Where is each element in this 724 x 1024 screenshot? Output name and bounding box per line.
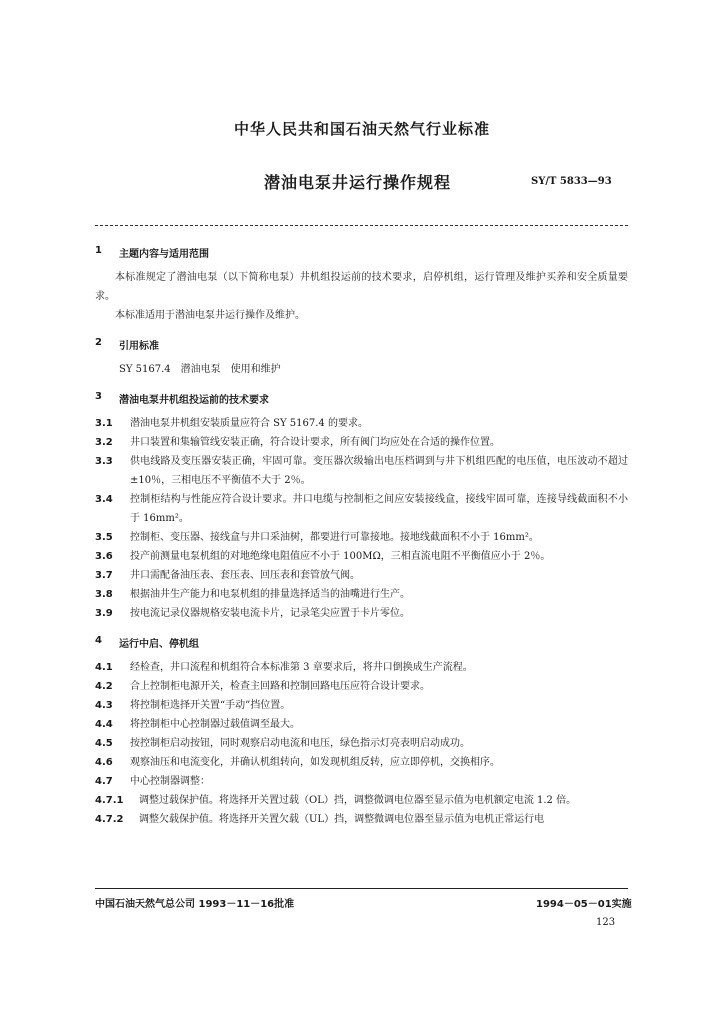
reference-entry: SY 5167.4 潜油电泵 使用和维护	[119, 364, 281, 375]
header-divider	[95, 225, 628, 226]
clause: 3.5 控制柜、变压器、接线盒与井口采油树，都要进行可靠接地。接地线截面积不小于 16mm²。	[95, 532, 539, 543]
clause: 4.2 合上控制柜电源开关，检查主回路和控制回路电压应符合设计要求。	[95, 681, 430, 692]
clause: 4.5 按控制柜启动按钮，同时观察启动电流和电压，绿色指示灯亮表明启动成功。	[95, 738, 470, 749]
issuing-organization: 中华人民共和国石油天然气行业标准	[233, 120, 490, 138]
clause: 4.6 观察油压和电流变化，并确认机组转向，如发现机组反转，应立即停机，交换相序。	[95, 757, 500, 768]
sub-clause: 4.7.2 调整欠载保护值。将选择开关置欠载（UL）挡，调整微调电位器至显示值为电机正常运行电	[95, 814, 545, 825]
implementation-date: 1994－05－01实施	[536, 899, 632, 910]
section-title: 潜油电泵井机组投运前的技术要求	[119, 395, 269, 406]
clause: 3.9 按电流记录仪器规格安装电流卡片，记录笔尖应置于卡片零位。	[95, 608, 410, 619]
clause: 3.4 控制柜结构与性能应符合设计要求。井口电缆与控制柜之间应安装接线盒，接线牢固可靠，连接导线截面积不小于 16mm²。	[95, 494, 628, 524]
clause: 3.6 投产前测量电泵机组的对地绝缘电阻值应不小于 100MΩ，三相直流电阻不平衡值应小于 2％。	[95, 551, 551, 562]
section-title: 运行中启、停机组	[119, 639, 199, 650]
clause: 4.4 将控制柜中心控制器过载值调至最大。	[95, 719, 300, 730]
section-title: 引用标准	[119, 341, 159, 352]
clause: 3.7 井口需配备油压表、套压表、回压表和套管放气阀。	[95, 570, 360, 581]
section-heading	[95, 635, 628, 650]
clause: 3.1 潜油电泵井机组安装质量应符合 SY 5167.4 的要求。	[95, 418, 368, 429]
clause: 3.3 供电线路及变压器安装正确，牢固可靠。变压器次级输出电压档调到与井下机组匹配的电压值，电压波动不超过 ±10％，三相电压不平衡值不大于 2％。	[95, 456, 628, 486]
section-heading	[95, 245, 628, 260]
section-number: 1	[95, 245, 102, 256]
section-title: 主题内容与适用范围	[119, 249, 209, 260]
section-heading	[95, 337, 628, 352]
section-number: 4	[95, 635, 102, 646]
section-heading	[95, 391, 628, 406]
paragraph: 本标准规定了潜油电泵（以下简称电泵）井机组投运前的技术要求，启停机组，运行管理及维护买养和安全质量要求。	[95, 272, 628, 302]
standard-title: 潜油电泵井运行操作规程	[264, 173, 452, 192]
footer-divider	[95, 888, 628, 889]
standard-code: SY/T 5833—93	[531, 176, 612, 187]
sub-clause: 4.7.1 调整过载保护值。将选择开关置过载（OL）挡，调整微调电位器至显示值为电机额定电流 1.2 倍。	[95, 795, 577, 806]
clause: 3.8 根据油井生产能力和电泵机组的排量选择适当的油嘴进行生产。	[95, 589, 410, 600]
section-number: 3	[95, 391, 102, 402]
clause: 4.1 经检查，井口流程和机组符合本标准第 3 章要求后，将井口倒换成生产流程。	[95, 662, 473, 673]
page-number: 123	[596, 917, 616, 928]
clause: 4.7 中心控制器调整：	[95, 776, 210, 787]
document-body	[95, 245, 628, 829]
paragraph: 本标准适用于潜油电泵井运行操作及维护。	[115, 310, 305, 321]
clause: 4.3 将控制柜选择开关置“手动”挡位置。	[95, 700, 291, 711]
clause: 3.2 井口装置和集输管线安装正确，符合设计要求，所有阀门均应处在合适的操作位置。	[95, 437, 500, 448]
section-number: 2	[95, 337, 102, 348]
approval-note: 中国石油天然气总公司 1993－11－16批准	[95, 899, 295, 910]
